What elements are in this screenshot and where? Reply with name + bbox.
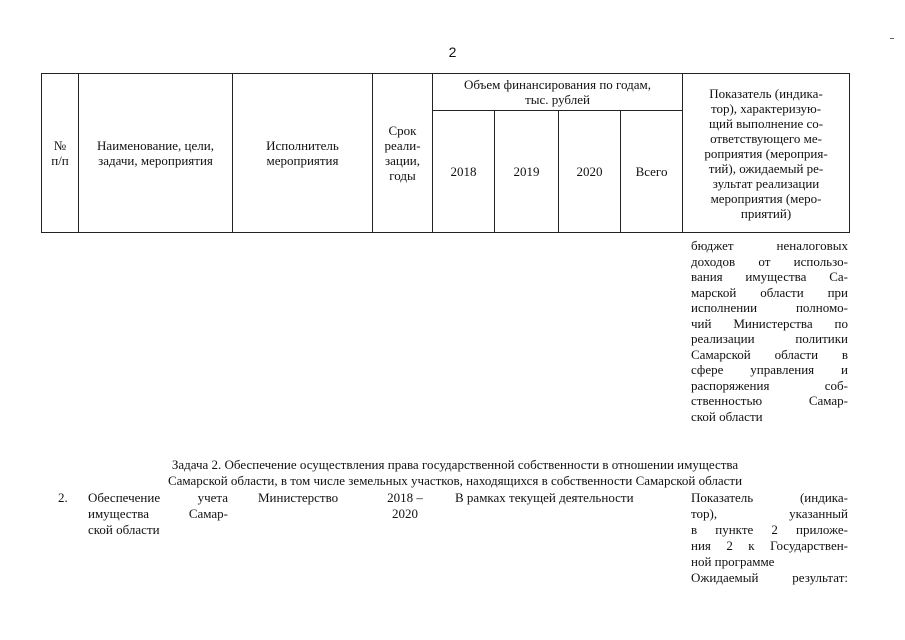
- header-year-2020: 2020: [559, 111, 621, 233]
- row-term-line: 2018 –: [387, 490, 423, 505]
- header-term-line: Срок: [388, 123, 417, 138]
- task-title-line: Задача 2. Обеспечение осуществления права государственной собственности в отношении имущества: [171, 457, 739, 472]
- header-indicator-line: ответствующего ме-: [710, 130, 822, 146]
- task-title-line: Самарской области, в том числе земельных участков, находящихся в собственности Самарской области: [167, 473, 743, 488]
- header-financing-cell: [433, 74, 683, 111]
- text-line: ской области: [691, 408, 763, 424]
- header-name-line: Наименование, цели,: [97, 138, 214, 153]
- header-indicator-cell: [683, 74, 850, 233]
- text-line: Самарской области в: [691, 346, 848, 362]
- header-indicator-line: роприятия (мероприя-: [704, 145, 828, 161]
- header-executor-line: мероприятия: [266, 153, 339, 168]
- header-financing-line: Объем финансирования по годам,: [464, 77, 652, 92]
- row-name: [88, 490, 228, 538]
- header-term-line: зации,: [384, 153, 421, 168]
- row-indicator-line: Ожидаемый результат:: [691, 570, 848, 585]
- header-year-2018: 2018: [433, 111, 495, 233]
- text-line: вания имущества Са-: [691, 269, 848, 284]
- header-indicator-line: тор), характеризую-: [710, 100, 822, 116]
- text-line: сфере управления и: [691, 362, 848, 377]
- text-line: исполнении полномо-: [691, 300, 848, 315]
- text-line: реализации политики: [691, 331, 848, 346]
- row-indicator-line: ния 2 к Государствен-: [691, 538, 848, 553]
- row-term: [380, 490, 430, 522]
- row-name-line: имущества Самар-: [88, 506, 228, 521]
- header-term-line: реали-: [384, 138, 421, 153]
- row-executor: Министерство: [258, 490, 339, 505]
- header-executor-line: Исполнитель: [266, 138, 339, 153]
- row-indicator: [691, 490, 848, 586]
- header-num-line: п/п: [51, 153, 69, 168]
- row-name-line: Обеспечение учета: [88, 490, 228, 505]
- header-num-cell: [42, 74, 79, 233]
- text-line: распоряжения соб-: [691, 377, 848, 393]
- row-term-line: 2020: [392, 506, 418, 521]
- header-term-cell: [373, 74, 433, 233]
- task-title: [60, 457, 850, 489]
- row-indicator-line: ной программе: [691, 554, 775, 569]
- row-number: 2.: [58, 490, 68, 505]
- header-indicator-line: тий), ожидаемый ре-: [708, 160, 824, 176]
- header-name-cell: [79, 74, 233, 233]
- text-line: марской области при: [691, 284, 848, 300]
- header-name-line: задачи, мероприятия: [98, 153, 213, 168]
- text-line: доходов от использо-: [691, 253, 848, 269]
- header-year-2019: 2019: [495, 111, 559, 233]
- row-indicator-line: Показатель (индика-: [691, 490, 848, 505]
- text-line: бюджет неналоговых: [691, 238, 848, 253]
- row-indicator-line: в пункте 2 приложе-: [691, 522, 848, 537]
- header-executor-cell: [233, 74, 373, 233]
- header-indicator-line: мероприятия (меро-: [710, 190, 822, 206]
- header-year-total: Всего: [621, 111, 683, 233]
- edge-mark: [890, 38, 894, 39]
- row-name-line: ской области: [88, 522, 160, 537]
- header-indicator-line: щий выполнение со-: [708, 115, 824, 131]
- header-indicator-line: Показатель (индика-: [709, 85, 823, 101]
- text-line: ственностью Самар-: [691, 393, 848, 408]
- page-number: 2: [448, 44, 457, 60]
- row-financing: В рамках текущей деятельности: [455, 490, 634, 505]
- header-num-line: №: [53, 138, 67, 153]
- header-table: [41, 73, 850, 233]
- row-indicator-line: тор), указанный: [691, 506, 848, 521]
- header-financing-line: тыс. рублей: [525, 92, 590, 107]
- header-term-line: годы: [389, 168, 416, 183]
- header-indicator-line: приятий): [740, 205, 792, 221]
- text-line: чий Министерства по: [691, 315, 848, 331]
- continued-indicator-text: [691, 238, 848, 424]
- header-indicator-line: зультат реализации: [712, 175, 820, 191]
